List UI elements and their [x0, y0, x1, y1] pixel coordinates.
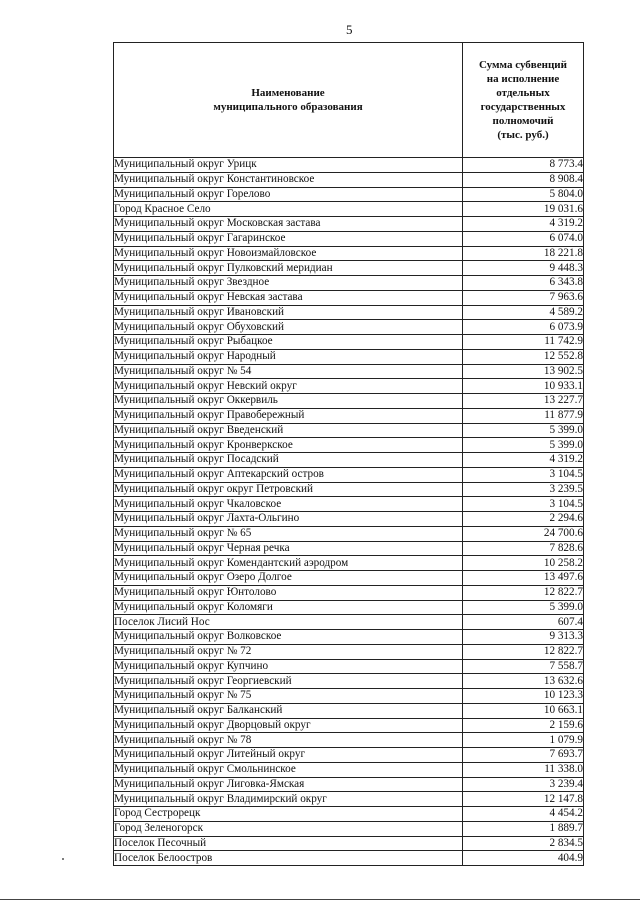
subsidy-amount: 13 227.7: [463, 394, 584, 409]
table-row: [114, 231, 584, 246]
table-row: [114, 703, 584, 718]
table-row: [114, 512, 584, 527]
table-row: [114, 600, 584, 615]
subsidy-amount: 12 147.8: [463, 792, 584, 807]
subsidy-amount: 7 693.7: [463, 748, 584, 763]
table-row: [114, 467, 584, 482]
subsidy-amount: 2 294.6: [463, 512, 584, 527]
table-row: [114, 349, 584, 364]
municipality-name: Муниципальный округ Дворцовый округ: [114, 718, 463, 733]
municipality-name: Муниципальный округ Константиновское: [114, 172, 463, 187]
municipality-name: Муниципальный округ Оккервиль: [114, 394, 463, 409]
subsidy-amount: 9 313.3: [463, 630, 584, 645]
subsidy-amount: 4 319.2: [463, 453, 584, 468]
municipality-name: Муниципальный округ Юнтолово: [114, 585, 463, 600]
subsidy-amount: 8 773.4: [463, 158, 584, 173]
municipality-name: Город Сестрорецк: [114, 807, 463, 822]
table-row: [114, 335, 584, 350]
table-row: [114, 246, 584, 261]
subsidy-amount: 11 877.9: [463, 408, 584, 423]
table-row: [114, 792, 584, 807]
table-row: [114, 821, 584, 836]
table-row: [114, 689, 584, 704]
subsidy-amount: 9 448.3: [463, 261, 584, 276]
subsidy-amount: 11 742.9: [463, 335, 584, 350]
table-row: [114, 748, 584, 763]
table-row: [114, 497, 584, 512]
subsidy-amount: 13 632.6: [463, 674, 584, 689]
subsidy-amount: 13 902.5: [463, 364, 584, 379]
municipality-name: Город Зеленогорск: [114, 821, 463, 836]
subsidy-amount: 4 589.2: [463, 305, 584, 320]
subsidy-amount: 3 239.4: [463, 777, 584, 792]
table-row: [114, 556, 584, 571]
table-row: [114, 305, 584, 320]
subsidy-amount: 3 104.5: [463, 467, 584, 482]
column-header-name: Наименование муниципального образования: [114, 43, 463, 158]
municipality-name: Муниципальный округ Владимирский округ: [114, 792, 463, 807]
municipality-name: Муниципальный округ № 75: [114, 689, 463, 704]
municipality-name: Муниципальный округ Введенский: [114, 423, 463, 438]
subsidy-amount: 10 258.2: [463, 556, 584, 571]
subsidy-amount: 5 399.0: [463, 600, 584, 615]
subsidy-table: [113, 42, 584, 866]
municipality-name: Муниципальный округ Невский округ: [114, 379, 463, 394]
table-row: [114, 453, 584, 468]
subsidy-amount: 4 319.2: [463, 217, 584, 232]
table-row: [114, 674, 584, 689]
table-row: [114, 644, 584, 659]
subsidy-amount: 7 963.6: [463, 290, 584, 305]
municipality-name: Муниципальный округ Московская застава: [114, 217, 463, 232]
subsidy-amount: 12 822.7: [463, 644, 584, 659]
page-number: 5: [346, 22, 353, 37]
municipality-name: Поселок Лисий Нос: [114, 615, 463, 630]
municipality-name: Муниципальный округ Аптекарский остров: [114, 467, 463, 482]
municipality-name: Муниципальный округ Звездное: [114, 276, 463, 291]
table-row: [114, 290, 584, 305]
table-row: [114, 320, 584, 335]
subsidy-amount: 6 073.9: [463, 320, 584, 335]
table-row: [114, 261, 584, 276]
subsidy-amount: 2 834.5: [463, 836, 584, 851]
municipality-name: Город Красное Село: [114, 202, 463, 217]
municipality-name: Муниципальный округ Георгиевский: [114, 674, 463, 689]
municipality-name: Муниципальный округ Кронверкское: [114, 438, 463, 453]
column-header-amount: Сумма субвенций на исполнение отдельных государственных полномочий (тыс. руб.): [463, 43, 584, 158]
municipality-name: Муниципальный округ Рыбацкое: [114, 335, 463, 350]
municipality-name: Муниципальный округ Волковское: [114, 630, 463, 645]
table-row: [114, 187, 584, 202]
table-row: [114, 585, 584, 600]
municipality-name: Муниципальный округ № 72: [114, 644, 463, 659]
table-row: [114, 733, 584, 748]
subsidy-amount: 5 399.0: [463, 423, 584, 438]
municipality-name: Муниципальный округ Ивановский: [114, 305, 463, 320]
scan-speck: [62, 858, 64, 860]
table-row: [114, 571, 584, 586]
municipality-name: Муниципальный округ Балканский: [114, 703, 463, 718]
subsidy-amount: 5 399.0: [463, 438, 584, 453]
table-row: [114, 777, 584, 792]
subsidy-amount: 24 700.6: [463, 526, 584, 541]
table-row: [114, 630, 584, 645]
municipality-name: Поселок Песочный: [114, 836, 463, 851]
subsidy-amount: 7 558.7: [463, 659, 584, 674]
table-row: [114, 408, 584, 423]
subsidy-amount: 12 822.7: [463, 585, 584, 600]
subsidy-amount: 12 552.8: [463, 349, 584, 364]
table-row: [114, 615, 584, 630]
table-row: [114, 379, 584, 394]
municipality-name: Муниципальный округ Новоизмайловское: [114, 246, 463, 261]
table-row: [114, 807, 584, 822]
municipality-name: Муниципальный округ Пулковский меридиан: [114, 261, 463, 276]
municipality-name: Муниципальный округ Горелово: [114, 187, 463, 202]
municipality-name: Муниципальный округ № 54: [114, 364, 463, 379]
municipality-name: Муниципальный округ округ Петровский: [114, 482, 463, 497]
subsidy-amount: 1 889.7: [463, 821, 584, 836]
subsidy-amount: 6 074.0: [463, 231, 584, 246]
table-body: [114, 158, 584, 866]
table-row: [114, 836, 584, 851]
municipality-name: Муниципальный округ Урицк: [114, 158, 463, 173]
table-header-row: [114, 43, 584, 158]
municipality-name: Муниципальный округ Купчино: [114, 659, 463, 674]
municipality-name: Муниципальный округ Народный: [114, 349, 463, 364]
municipality-name: Муниципальный округ № 78: [114, 733, 463, 748]
subsidy-amount: 10 663.1: [463, 703, 584, 718]
table-row: [114, 438, 584, 453]
municipality-name: Муниципальный округ Литейный округ: [114, 748, 463, 763]
subsidy-amount: 2 159.6: [463, 718, 584, 733]
subsidy-amount: 19 031.6: [463, 202, 584, 217]
subsidy-amount: 3 239.5: [463, 482, 584, 497]
table-row: [114, 762, 584, 777]
subsidy-amount: 6 343.8: [463, 276, 584, 291]
municipality-name: Муниципальный округ Невская застава: [114, 290, 463, 305]
table-row: [114, 364, 584, 379]
subsidy-amount: 11 338.0: [463, 762, 584, 777]
municipality-name: Муниципальный округ № 65: [114, 526, 463, 541]
table-row: [114, 158, 584, 173]
municipality-name: Муниципальный округ Комендантский аэродром: [114, 556, 463, 571]
subsidy-amount: 8 908.4: [463, 172, 584, 187]
bottom-edge-line: [0, 899, 640, 900]
municipality-name: Муниципальный округ Озеро Долгое: [114, 571, 463, 586]
subsidy-amount: 3 104.5: [463, 497, 584, 512]
table-row: [114, 541, 584, 556]
subsidy-amount: 1 079.9: [463, 733, 584, 748]
table-row: [114, 718, 584, 733]
municipality-name: Муниципальный округ Гагаринское: [114, 231, 463, 246]
table-row: [114, 423, 584, 438]
subsidy-amount: 13 497.6: [463, 571, 584, 586]
subsidy-amount: 7 828.6: [463, 541, 584, 556]
subsidy-amount: 10 933.1: [463, 379, 584, 394]
table-row: [114, 482, 584, 497]
municipality-name: Муниципальный округ Обуховский: [114, 320, 463, 335]
subsidy-amount: 18 221.8: [463, 246, 584, 261]
table-row: [114, 202, 584, 217]
table-row: [114, 659, 584, 674]
municipality-name: Муниципальный округ Посадский: [114, 453, 463, 468]
subsidy-amount: 607.4: [463, 615, 584, 630]
table-row: [114, 276, 584, 291]
table-row: [114, 217, 584, 232]
table-row: [114, 526, 584, 541]
municipality-name: Муниципальный округ Чкаловское: [114, 497, 463, 512]
table-row: [114, 172, 584, 187]
municipality-name: Муниципальный округ Правобережный: [114, 408, 463, 423]
subsidy-amount: 10 123.3: [463, 689, 584, 704]
subsidy-amount: 5 804.0: [463, 187, 584, 202]
subsidy-amount: 4 454.2: [463, 807, 584, 822]
table-row: [114, 394, 584, 409]
municipality-name: Муниципальный округ Лиговка-Ямская: [114, 777, 463, 792]
subsidy-amount: 404.9: [463, 851, 584, 866]
municipality-name: Муниципальный округ Смольнинское: [114, 762, 463, 777]
table-row: [114, 851, 584, 866]
municipality-name: Муниципальный округ Коломяги: [114, 600, 463, 615]
municipality-name: Поселок Белоостров: [114, 851, 463, 866]
municipality-name: Муниципальный округ Лахта-Ольгино: [114, 512, 463, 527]
municipality-name: Муниципальный округ Черная речка: [114, 541, 463, 556]
